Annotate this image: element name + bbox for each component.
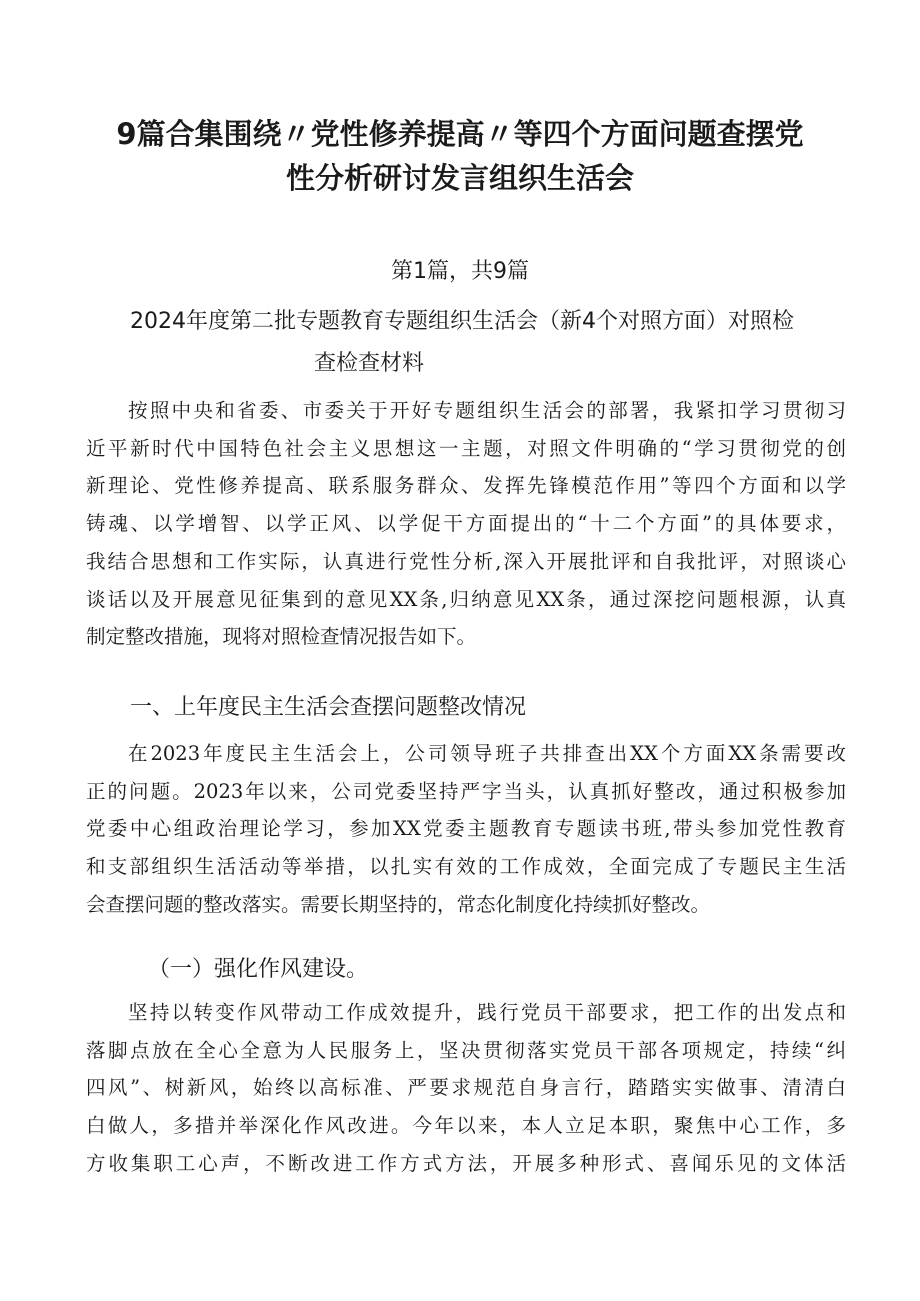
- part-label: 第1篇，共9篇: [391, 259, 529, 284]
- paragraph-line: 近平新时代中国特色社会主义思想这一主题，对照文件明确的“学习贯彻党的创: [86, 436, 846, 460]
- doc-title-line-2: 查检查材料: [314, 351, 425, 376]
- paragraph-line: 四风”、树新风，始终以高标准、严要求规范自身言行，踏踏实实做事、清清白: [86, 1076, 846, 1100]
- paragraph-line: 会查摆问题的整改落实。需要长期坚持的，常态化制度化持续抓好整改。: [86, 892, 711, 916]
- paragraph-line: 和支部组织生活活动等举措，以扎实有效的工作成效，全面完成了专题民主生活: [86, 855, 846, 879]
- paragraph-rectification: [86, 735, 846, 924]
- paragraph-work-style: [86, 994, 846, 1183]
- section-heading: 一、上年度民主生活会查摆问题整改情况: [130, 695, 527, 720]
- document-title-line-2: 性分析研讨发言组织生活会: [285, 161, 634, 195]
- paragraph-line: 方收集职工心声，不断改进工作方式方法，开展多种形式、喜闻乐见的文体活: [86, 1151, 846, 1175]
- paragraph-line: 谈话以及开展意见征集到的意见XX条,归纳意见XX条，通过深挖问题根源，认真: [86, 587, 846, 611]
- paragraph-line: 我结合思想和工作实际，认真进行党性分析,深入开展批评和自我批评，对照谈心: [86, 549, 846, 573]
- paragraph-line: 白做人，多措并举深化作风改进。今年以来，本人立足本职，聚焦中心工作，多: [86, 1114, 846, 1138]
- paragraph-line: 在2023年度民主生活会上，公司领导班子共排查出XX个方面XX条需要改: [128, 742, 846, 765]
- paragraph-line: 新理论、党性修养提高、联系服务群众、发挥先锋模范作用”等四个方面和以学: [86, 474, 846, 498]
- paragraph-intro: [86, 392, 846, 656]
- paragraph-line: 铸魂、以学增智、以学正风、以学促干方面提出的“十二个方面”的具体要求，: [86, 512, 846, 536]
- subsection-heading: （一）强化作风建设。: [148, 957, 369, 982]
- paragraph-line: 党委中心组政治理论学习，参加XX党委主题教育专题读书班,带头参加党性教育: [86, 817, 846, 841]
- doc-title-line-1: 2024年度第二批专题教育专题组织生活会（新4个对照方面）对照检: [130, 309, 794, 334]
- document-title-line-1: 9篇合集围绕〃党性修养提高〃等四个方面问题查摆党: [116, 117, 804, 151]
- paragraph-line: 制定整改措施，现将对照检查情况报告如下。: [86, 625, 477, 649]
- paragraph-line: 坚持以转变作风带动工作成效提升，践行党员干部要求，把工作的出发点和: [128, 1001, 846, 1024]
- paragraph-line: 落脚点放在全心全意为人民服务上，坚决贯彻落实党员干部各项规定，持续“纠: [86, 1038, 846, 1062]
- paragraph-line: 正的问题。2023年以来，公司党委坚持严字当头，认真抓好整改，通过积极参加: [86, 779, 846, 803]
- document-title: [60, 112, 860, 200]
- paragraph-line: 按照中央和省委、市委关于开好专题组织生活会的部署，我紧扣学习贯彻习: [128, 399, 846, 422]
